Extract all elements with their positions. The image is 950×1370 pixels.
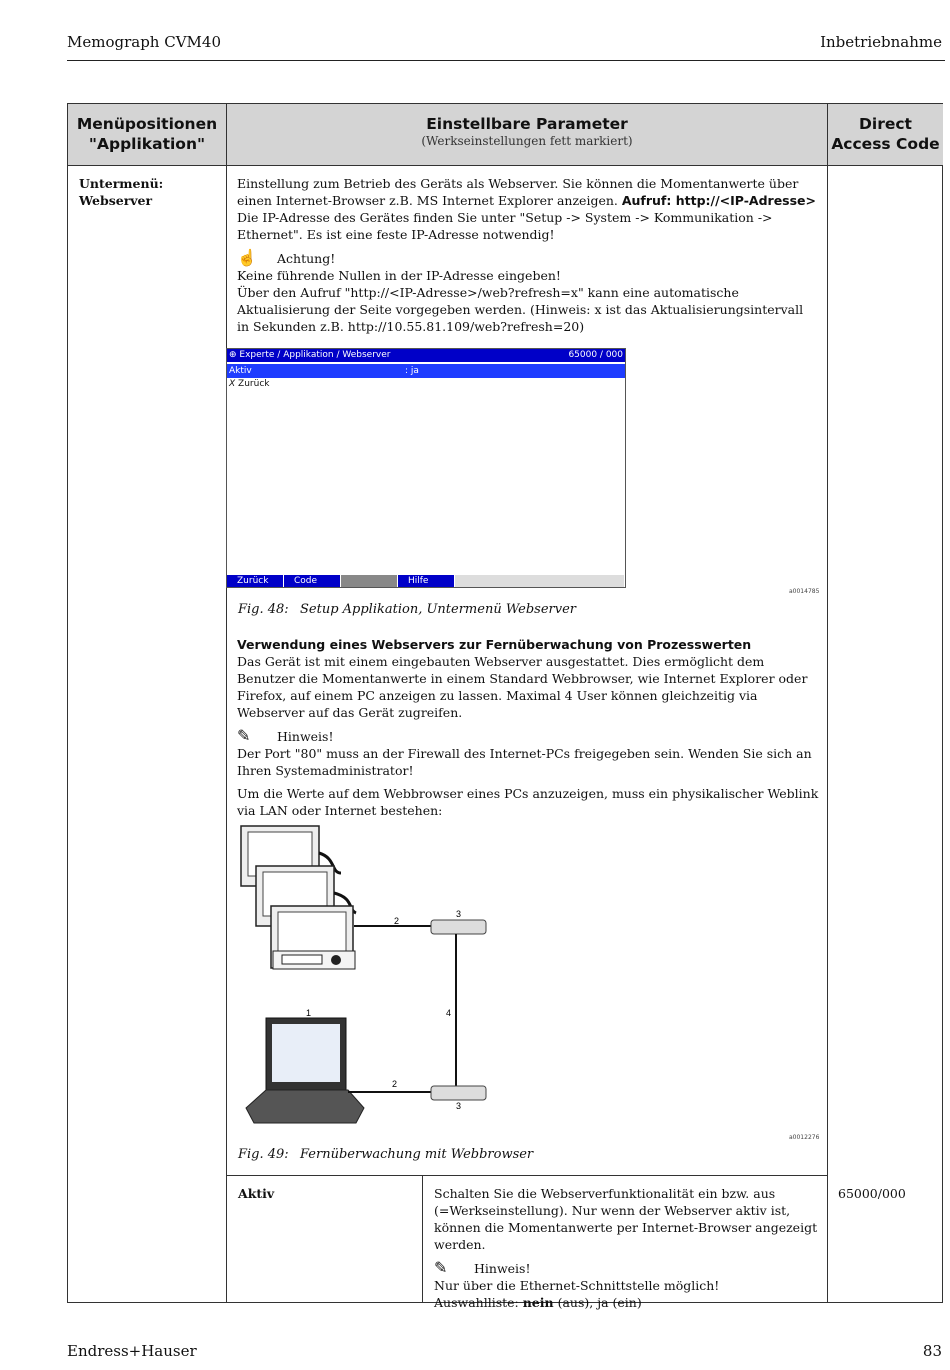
submenu-label	[79, 175, 219, 209]
row-divider	[227, 1175, 827, 1176]
col3-title-line1: Direct	[859, 115, 912, 133]
aktiv-note-text: Nur über die Ethernet-Schnittstelle möglich!	[434, 1278, 720, 1293]
intro-url: Aufruf: http://<IP-Adresse>	[621, 193, 816, 208]
fig48-number: Fig. 48:	[238, 602, 289, 617]
screen-back-label: Zurück	[238, 379, 270, 389]
submenu-line1: Untermenü:	[79, 176, 164, 191]
screen-back-row	[227, 378, 625, 391]
aktiv-access-code: 65000/000	[838, 1186, 906, 1201]
fig48-text: Setup Applikation, Untermenü Webserver	[300, 602, 576, 617]
aktiv-description	[434, 1185, 820, 1311]
col1-title-line1: Menüpositionen	[76, 115, 218, 133]
caution-text-1: Keine führende Nullen in der IP-Adresse eingeben!	[237, 268, 561, 283]
screen-softkeys	[227, 575, 625, 587]
laptop-pc	[246, 1008, 364, 1123]
column-header-menu	[68, 104, 227, 166]
softkey-empty	[341, 575, 398, 587]
note-text: Der Port "80" muss an der Firewall des Internet-PCs freigegeben sein. Wenden Sie sich an Ihren Systemadministrator!	[237, 746, 812, 778]
screen-menu-icon: ⊕	[229, 350, 237, 360]
running-header-section: Inbetriebnahme	[820, 33, 942, 51]
fig48-caption	[238, 602, 576, 617]
note-label: Hinweis!	[277, 729, 334, 744]
column-header-parameters	[227, 104, 828, 166]
aktiv-note-label: Hinweis!	[474, 1261, 531, 1276]
webserver-section	[237, 636, 819, 819]
submenu-line2: Webserver	[79, 193, 153, 208]
hand-pointer-icon: ☝	[237, 248, 257, 267]
col2-subtitle: (Werkseinstellungen fett markiert)	[421, 134, 633, 148]
softkey-help: Hilfe	[398, 575, 455, 587]
column-divider	[827, 165, 828, 1302]
softkey-back: Zurück	[227, 575, 284, 587]
col2-title: Einstellbare Parameter	[426, 115, 628, 133]
intro-text	[237, 175, 819, 335]
recorder-device-front	[271, 906, 355, 969]
screen-active-row	[227, 364, 625, 378]
fig48-ref: a0014785	[789, 588, 820, 595]
fig49-number: Fig. 49:	[238, 1147, 289, 1162]
softkey-bar-rest	[455, 575, 625, 587]
network-diagram	[236, 818, 526, 1133]
diagram-label-4: 4	[446, 1008, 452, 1018]
column-divider	[422, 1175, 423, 1302]
column-header-access-code	[828, 104, 943, 166]
running-header-title: Memograph CVM40	[67, 33, 221, 51]
page-number: 83	[922, 1342, 942, 1360]
screen-active-value: : ja	[405, 366, 419, 376]
ethernet-switch-top	[431, 909, 486, 934]
screen-title-bar	[227, 349, 625, 362]
diagram-label-2a: 2	[394, 916, 400, 926]
section-p2: Um die Werte auf dem Webbrowser eines PCs anzuzeigen, muss ein physikalischer Weblink via LAN oder Internet bestehen:	[237, 786, 819, 818]
softkey-code: Code	[284, 575, 341, 587]
screen-code: 65000 / 000	[568, 350, 623, 360]
column-divider	[226, 165, 227, 1302]
diagram-label-2b: 2	[392, 1079, 398, 1089]
pencil-note-icon: ✎	[434, 1258, 448, 1277]
footer-company: Endress+Hauser	[67, 1342, 197, 1360]
selection-rest: (aus), ja (ein)	[553, 1295, 642, 1310]
caution-text-2: Über den Aufruf "http://<IP-Adresse>/web?refresh=x" kann eine automatische Aktualisierung der Seite vorgegeben werden. (Hinweis: x ist das Aktualisierungsintervall in Sekunden z.B. http://10.55.81.109/web?refresh=20)	[237, 285, 804, 334]
col3-title-line2: Access Code	[831, 135, 940, 153]
fig49-ref: a0012276	[789, 1134, 820, 1141]
device-screen-screenshot	[226, 348, 626, 588]
selection-list-prefix: Auswahlliste:	[434, 1295, 523, 1310]
section-heading: Verwendung eines Webservers zur Fernüberwachung von Prozesswerten	[237, 637, 752, 652]
header-rule	[67, 60, 945, 61]
ethernet-switch-bottom	[431, 1086, 486, 1111]
pencil-note-icon: ✎	[237, 726, 251, 745]
diagram-label-3a: 3	[456, 909, 462, 919]
intro-p1: Einstellung zum Betrieb des Geräts als Webserver. Sie können die Momentanwerte über einen Internet-Browser z.B. MS Internet Explorer anzeigen.	[237, 176, 799, 208]
intro-p2: Die IP-Adresse des Gerätes finden Sie unter "Setup -> System -> Kommunikation -> Ethernet". Es ist eine feste IP-Adresse notwendig!	[237, 210, 773, 242]
screen-title: Experte / Applikation / Webserver	[239, 350, 391, 360]
caution-label: Achtung!	[277, 251, 336, 266]
col1-title-line2: "Applikation"	[88, 135, 206, 153]
aktiv-label: Aktiv	[238, 1186, 275, 1201]
fig49-caption	[238, 1147, 533, 1162]
diagram-label-3b: 3	[456, 1101, 462, 1111]
screen-active-label: Aktiv	[229, 366, 252, 376]
aktiv-text: Schalten Sie die Webserverfunktionalität ein bzw. aus (=Werkseinstellung). Nur wenn der Webserver aktiv ist, können die Momentanwerte per Internet-Browser angezeigt werden.	[434, 1186, 818, 1252]
selection-default: nein	[522, 1295, 554, 1310]
section-p1: Das Gerät ist mit einem eingebauten Webserver ausgestattet. Dies ermöglicht dem Benutzer die Momentanwerte in einem Standard Webbrowser, wie Internet Explorer oder Firefox, auf einem PC anzeigen zu lassen. Maximal 4 User können gleichzeitig via Webserver auf das Gerät zugreifen.	[237, 654, 808, 720]
fig49-text: Fernüberwachung mit Webbrowser	[300, 1147, 534, 1162]
back-x-icon: X	[229, 379, 236, 389]
diagram-label-1: 1	[306, 1008, 312, 1018]
